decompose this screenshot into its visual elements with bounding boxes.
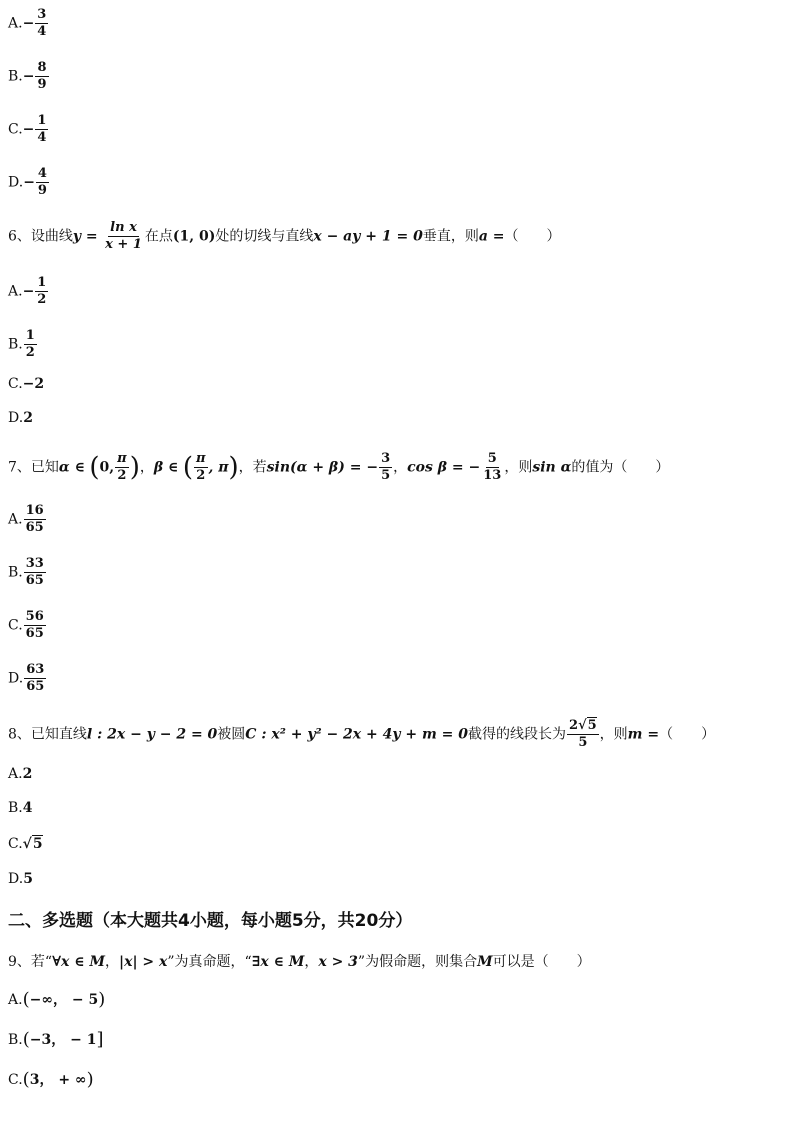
q7-option-b: B. $\frac{33}{65}$ — [8, 556, 44, 588]
q8-option-a: A.2 — [8, 766, 33, 782]
q5-option-a: A.− $\frac{3}{4}$ — [8, 7, 47, 39]
fraction: $\frac{4}{9}$ — [37, 166, 47, 198]
q5-option-d: D.− $\frac{4}{9}$ — [8, 166, 47, 198]
fraction: $\frac{2√5}{5}$ — [569, 718, 597, 750]
fraction: $\frac{\text{ln x}}{x + 1}$ — [105, 220, 142, 252]
fraction: $\frac{5}{13}$ — [483, 451, 502, 483]
q6-stem: 6、设曲线y = $\frac{\text{ln x}}{x + 1}$ 在点(1, 0)处的切线与直线x − ay + 1 = 0垂直，则a =（ ） — [8, 220, 561, 252]
q9-option-b: B.(−3， − 1] — [8, 1029, 104, 1050]
fraction: $\frac{3}{4}$ — [37, 7, 47, 39]
q6-option-c: C.−2 — [8, 376, 45, 392]
q8-option-b: B.4 — [8, 800, 33, 816]
q7-stem: 7、已知α ∈ (0, $\frac{\pi}{2}$ )，β ∈ ( $\frac{\pi}{2}$ , π)，若sin(α + β) = − $\frac{3}{5}$ ，cos β = − $\frac{5}{13}$ ，则sin α的值为（ ） — [8, 451, 670, 483]
q9-option-a: A.(−∞， − 5) — [8, 989, 106, 1010]
section-title: 二、多选题（本大题共4小题，每小题5分，共20分） — [8, 911, 413, 931]
q8-option-c: C.√5 — [8, 836, 43, 852]
q5-option-b: B.− $\frac{8}{9}$ — [8, 60, 47, 92]
q7-option-c: C. $\frac{56}{65}$ — [8, 609, 44, 641]
q7-option-a: A. $\frac{16}{65}$ — [8, 503, 44, 535]
fraction: $\frac{33}{65}$ — [25, 556, 44, 588]
fraction: $\frac{16}{65}$ — [25, 503, 44, 535]
q8-stem: 8、已知直线l : 2x − y − 2 = 0被圆C : x² + y² − 2x + 4y + m = 0截得的线段长为 $\frac{2√5}{5}$ ，则m =（ ） — [8, 718, 716, 750]
fraction: $\frac{56}{65}$ — [25, 609, 44, 641]
fraction: $\frac{3}{5}$ — [381, 451, 391, 483]
q6-option-b: B. $\frac{1}{2}$ — [8, 328, 35, 360]
fraction: $\frac{1}{4}$ — [37, 113, 47, 145]
fraction: $\frac{\pi}{2}$ — [117, 451, 127, 483]
fraction: $\frac{63}{65}$ — [26, 662, 45, 694]
q8-option-d: D.5 — [8, 871, 33, 887]
q5-option-c: C.− $\frac{1}{4}$ — [8, 113, 47, 145]
fraction: $\frac{8}{9}$ — [37, 60, 47, 92]
fraction: $\frac{\pi}{2}$ — [196, 451, 206, 483]
q9-stem: 9、若“∀x ∈ M，|x| > x”为真命题，“∃x ∈ M，x > 3”为假命题，则集合M可以是（ ） — [8, 954, 591, 970]
fraction: $\frac{1}{2}$ — [37, 275, 47, 307]
q7-option-d: D. $\frac{63}{65}$ — [8, 662, 45, 694]
q6-option-d: D.2 — [8, 410, 33, 426]
q9-option-c: C.(3， + ∞) — [8, 1069, 94, 1090]
q6-option-a: A.− $\frac{1}{2}$ — [8, 275, 47, 307]
fraction: $\frac{1}{2}$ — [25, 328, 35, 360]
